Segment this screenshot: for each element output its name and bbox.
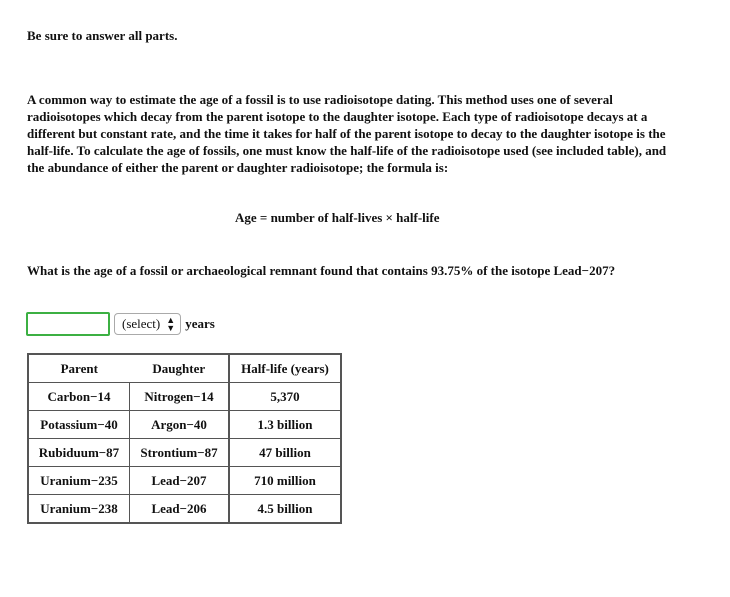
cell-daughter: Lead−207: [130, 467, 230, 495]
cell-parent: Uranium−235: [28, 467, 130, 495]
cell-parent: Potassium−40: [28, 411, 130, 439]
unit-select-label: (select): [122, 316, 161, 331]
table-row: [28, 411, 341, 439]
table-header-row: [28, 354, 341, 383]
intro-paragraph: A common way to estimate the age of a fossil is to use radioisotope dating. This method uses one of several radioisotopes which decay from the parent isotope to the daughter isotope. Each type of radioisotope decays at a different but constant rate, and the time it takes for half of the parent isotope to decay to the daughter isotope is the half-life. To calculate the age of fossils, one must know the half-life of the radioisotope used (see included table), and the abundance of either the parent or daughter radioisotope; the formula is:: [27, 92, 667, 175]
header-daughter: Daughter: [152, 360, 206, 376]
table-row: [28, 467, 341, 495]
question-text: What is the age of a fossil or archaeological remnant found that contains 93.75% of the isotope Lead−207?: [27, 263, 616, 278]
cell-daughter: Lead−206: [130, 495, 230, 524]
table-row: [28, 383, 341, 411]
cell-half-life: 5,370: [229, 383, 341, 411]
unit-select[interactable]: [114, 313, 181, 335]
table-row: [28, 495, 341, 524]
formula: Age = number of half-lives × half-life: [235, 210, 440, 225]
cell-half-life: 1.3 billion: [229, 411, 341, 439]
answer-input[interactable]: [26, 312, 110, 336]
table-row: [28, 439, 341, 467]
cell-half-life: 710 million: [229, 467, 341, 495]
cell-daughter: Argon−40: [130, 411, 230, 439]
cell-half-life: 4.5 billion: [229, 495, 341, 524]
instruction-text: Be sure to answer all parts.: [27, 28, 178, 43]
cell-parent: Rubiduum−87: [28, 439, 130, 467]
unit-label: years: [185, 316, 215, 331]
header-parent: Parent: [60, 360, 98, 376]
cell-parent: Uranium−238: [28, 495, 130, 524]
cell-daughter: Strontium−87: [130, 439, 230, 467]
cell-half-life: 47 billion: [229, 439, 341, 467]
header-half-life: Half-life (years): [229, 354, 341, 383]
select-arrows-icon: ▲ ▼: [166, 315, 176, 333]
answer-row: [26, 312, 215, 336]
cell-parent: Carbon−14: [28, 383, 130, 411]
cell-daughter: Nitrogen−14: [130, 383, 230, 411]
half-life-table: [27, 353, 342, 524]
